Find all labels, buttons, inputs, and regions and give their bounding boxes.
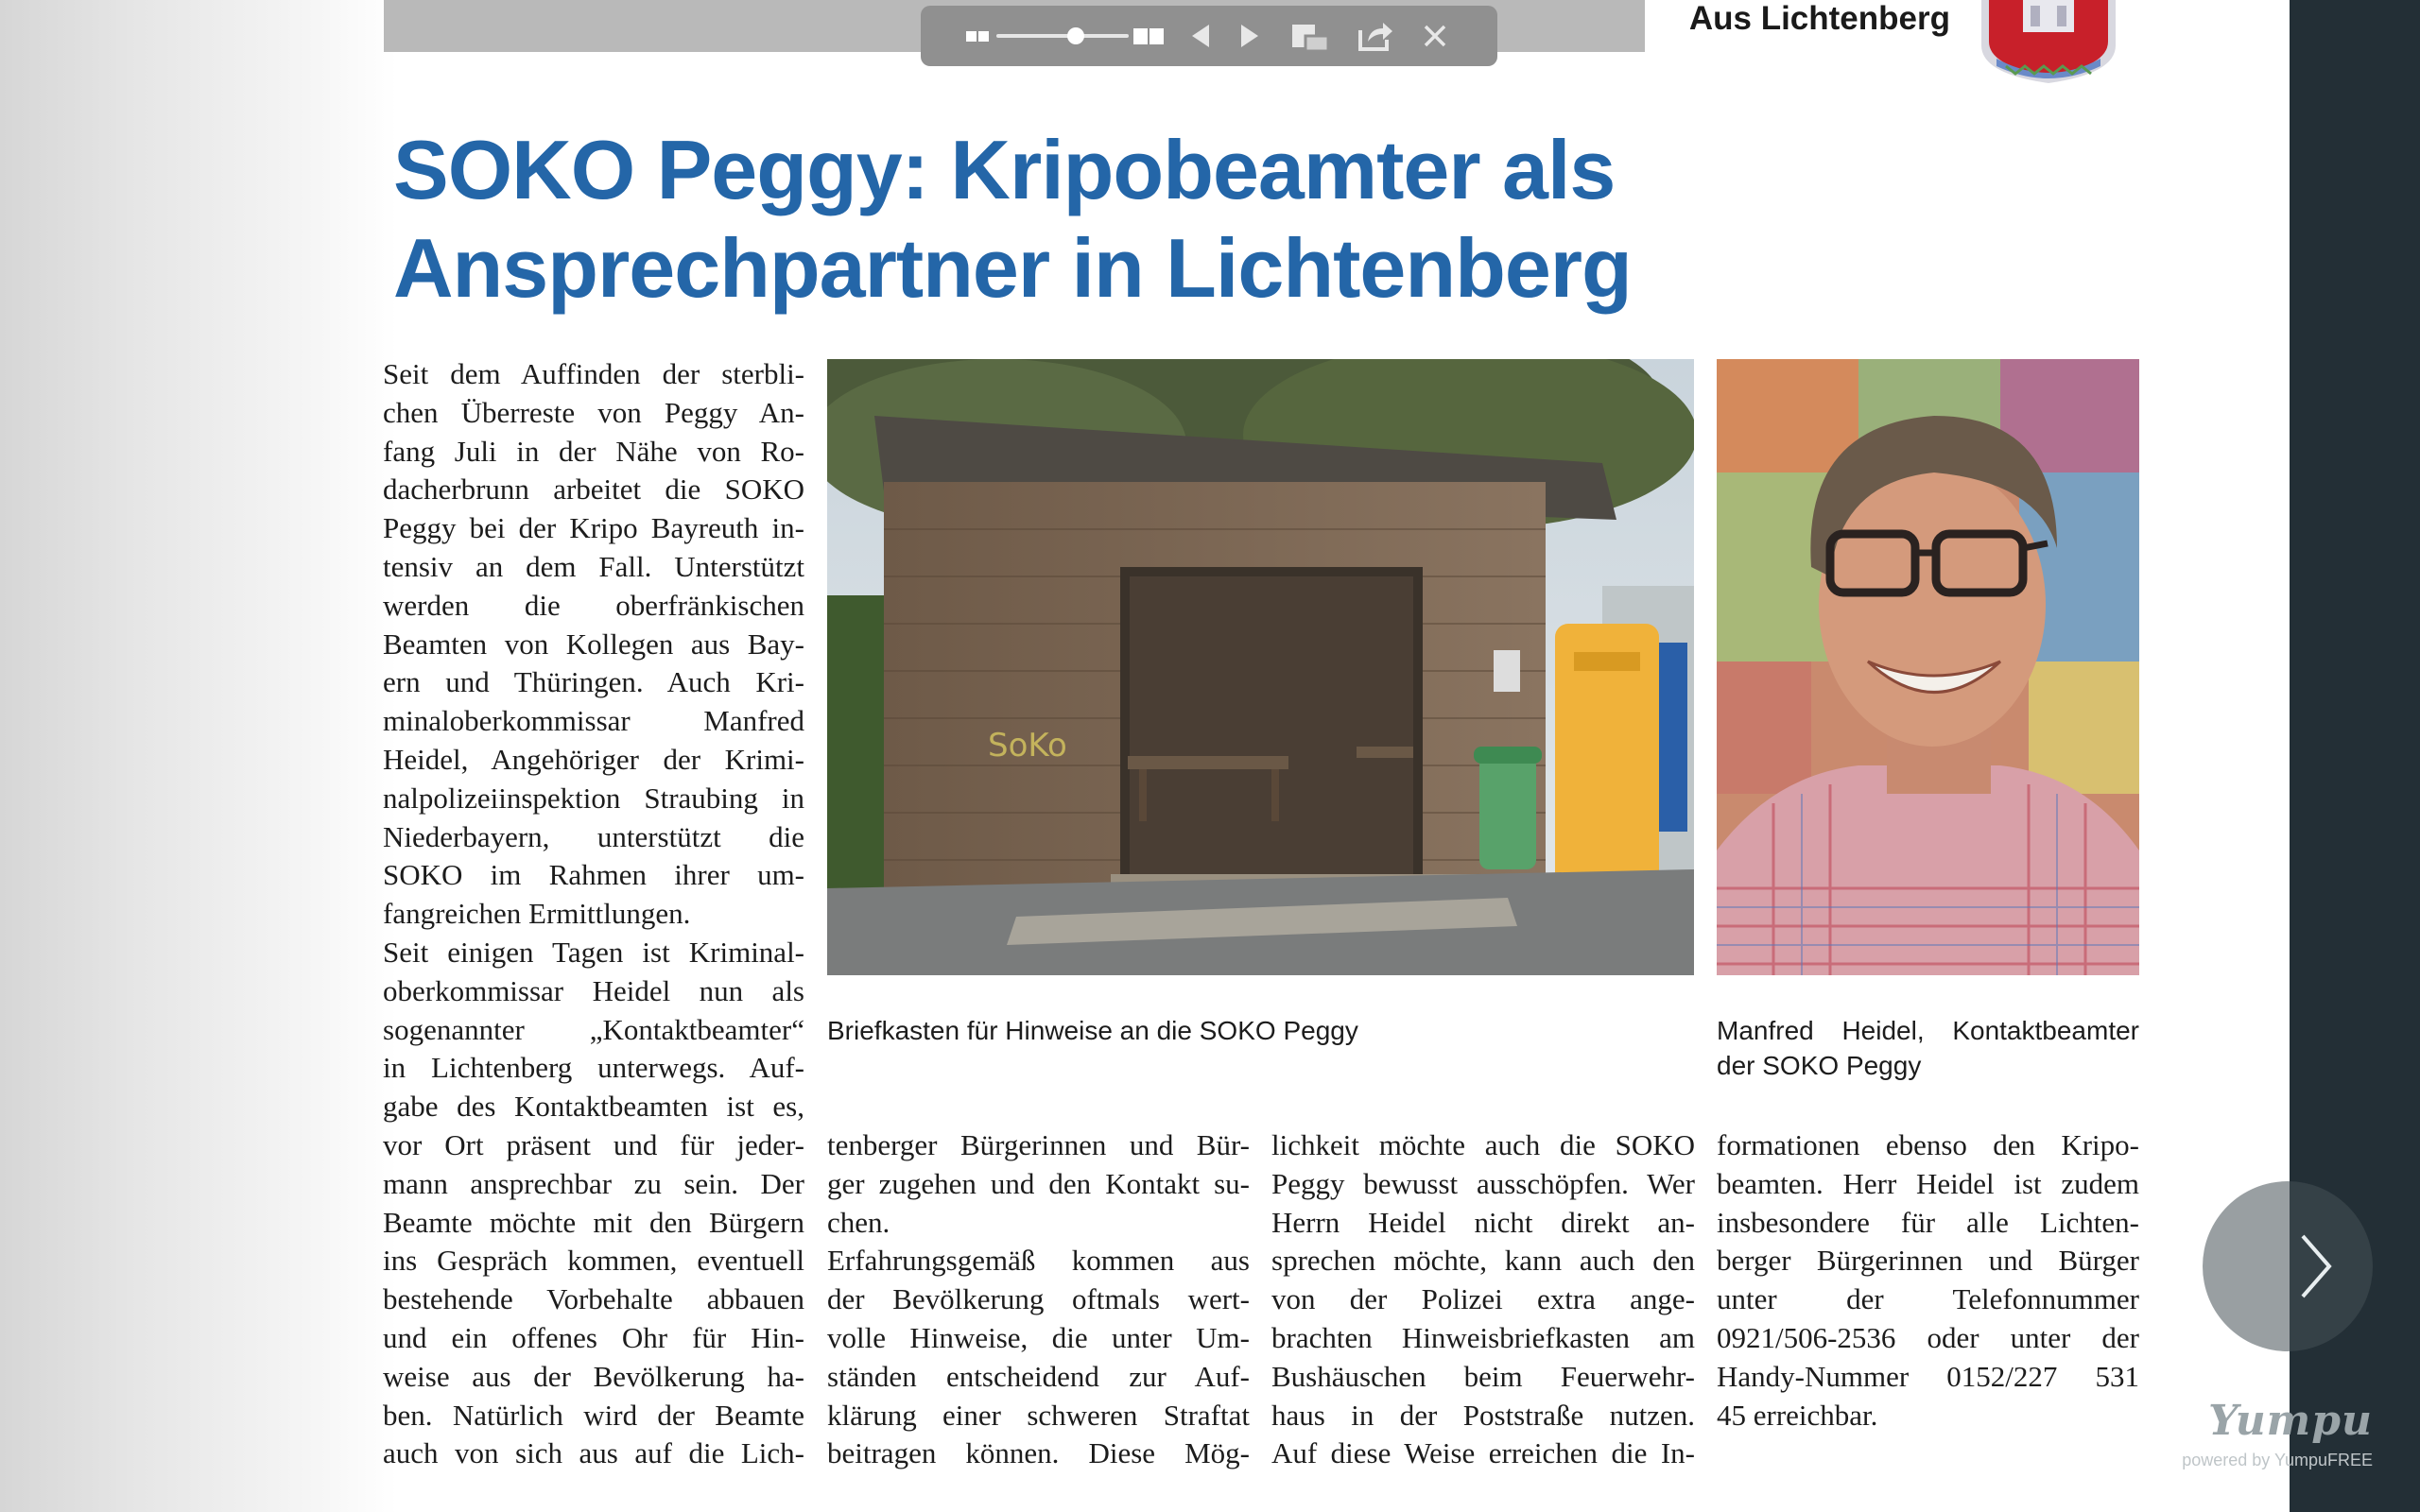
text-line: Peggy bei der Kripo Bayreuth in- <box>383 511 804 545</box>
page-view-icon[interactable] <box>1288 6 1335 66</box>
text-line: formationen ebenso den Kripo- <box>1717 1128 2139 1161</box>
text-line: ern und Thüringen. Auch Kri- <box>383 665 804 699</box>
svg-text:SoKo: SoKo <box>988 727 1067 765</box>
text-line: Heidel, Angehöriger der Krimi- <box>383 742 804 776</box>
text-line: unter der Telefonnummer <box>1717 1282 2139 1316</box>
text-line: fang Juli in der Nähe von Ro- <box>383 434 804 468</box>
text-line: sogenannter „Kontaktbeamter“ <box>383 1012 804 1046</box>
text-line: ben. Natürlich wird der Beamte <box>383 1398 804 1432</box>
text-line: Auf diese Weise erreichen die In- <box>1271 1436 1695 1470</box>
text-line: chen. <box>827 1205 890 1239</box>
text-line: in Lichtenberg unterwegs. Auf- <box>383 1051 804 1085</box>
text-line: haus in der Poststraße nutzen. <box>1271 1398 1695 1432</box>
text-line: klärung einer schweren Straftat <box>827 1398 1250 1432</box>
shelter-photo-caption: Briefkasten für Hinweise an die SOKO Peggy <box>827 1016 1358 1045</box>
zoom-slider-thumb[interactable] <box>1067 27 1084 44</box>
text-line: volle Hinweise, die unter Um- <box>827 1320 1250 1354</box>
portrait-photo <box>1717 359 2139 975</box>
zoom-out-icon[interactable] <box>964 6 993 66</box>
text-line: berger Bürgerinnen und Bürger <box>1717 1244 2139 1278</box>
page-margin-shade <box>0 0 397 1512</box>
text-line: tensiv an dem Fall. Unterstützt <box>383 549 804 583</box>
portrait-photo-caption <box>1717 1013 2139 1083</box>
text-line: brachten Hinweisbriefkasten am <box>1271 1320 1695 1354</box>
text-line: 0921/506-2536 oder unter der <box>1717 1320 2139 1354</box>
text-line: SOKO im Rahmen ihrer um- <box>383 858 804 892</box>
headline-line-2: Ansprechpartner in Lichtenberg <box>393 221 1632 315</box>
text-line: auch von sich aus auf die Lich- <box>383 1436 804 1470</box>
text-line: Erfahrungsgemäß kommen aus <box>827 1244 1250 1278</box>
text-line: ger zugehen und den Kontakt su- <box>827 1166 1250 1200</box>
powered-by-text: powered by YumpuFREE <box>2182 1451 2373 1469</box>
text-line: Beamten von Kollegen aus Bay- <box>383 627 804 661</box>
chevron-right-icon <box>2297 1232 2335 1300</box>
text-line: Herrn Heidel nicht direkt an- <box>1271 1205 1695 1239</box>
article-column-3 <box>1271 1126 1695 1473</box>
text-line: 45 erreichbar. <box>1717 1398 1878 1432</box>
zoom-in-icon[interactable] <box>1131 6 1168 66</box>
text-line: tenberger Bürgerinnen und Bür- <box>827 1128 1250 1161</box>
text-line: mann ansprechbar zu sein. Der <box>383 1166 804 1200</box>
zoom-slider-track[interactable] <box>996 34 1129 38</box>
text-line: fangreichen Ermittlungen. <box>383 897 691 931</box>
bus-shelter-photo <box>827 359 1694 975</box>
text-line: von der Polizei extra ange- <box>1271 1282 1695 1316</box>
viewer-toolbar <box>921 6 1497 66</box>
text-line: Peggy bewusst ausschöpfen. Wer <box>1271 1166 1695 1200</box>
text-line: Beamte möchte mit den Bürgern <box>383 1205 804 1239</box>
text-line: sprechen möchte, kann auch den <box>1271 1244 1695 1278</box>
text-line: insbesondere für alle Lichten- <box>1717 1205 2139 1239</box>
coat-of-arms-icon <box>1978 0 2119 85</box>
text-line: Niederbayern, unterstützt die <box>383 819 804 853</box>
text-line: minaloberkommissar Manfred <box>383 704 804 738</box>
next-page-button[interactable] <box>2203 1181 2373 1351</box>
text-line: gabe des Kontaktbeamten ist es, <box>383 1090 804 1124</box>
text-line: Seit dem Auffinden der sterbli- <box>383 357 804 390</box>
text-line: und ein offenes Ohr für Hin- <box>383 1320 804 1354</box>
headline-line-1: SOKO Peggy: Kripobeamter als <box>393 123 1616 216</box>
text-line: ständen entscheidend zur Auf- <box>827 1359 1250 1393</box>
portrait-caption-line-2: der SOKO Peggy <box>1717 1051 1922 1080</box>
article-headline <box>393 121 1717 318</box>
text-line: chen Überreste von Peggy An- <box>383 395 804 429</box>
text-line: bestehende Vorbehalte abbauen <box>383 1282 804 1316</box>
article-column-4 <box>1717 1126 2139 1435</box>
previous-page-icon[interactable] <box>1182 6 1219 66</box>
text-line: Handy-Nummer 0152/227 531 <box>1717 1359 2139 1393</box>
article-column-2 <box>827 1126 1250 1473</box>
section-title: Aus Lichtenberg <box>1688 0 1950 37</box>
text-line: Seit einigen Tagen ist Kriminal- <box>383 935 804 969</box>
text-line: ins Gespräch kommen, eventuell <box>383 1244 804 1278</box>
text-line: werden die oberfränkischen <box>383 588 804 622</box>
text-line: weise aus der Bevölkerung ha- <box>383 1359 804 1393</box>
text-line: vor Ort präsent und für jeder- <box>383 1127 804 1161</box>
article-column-1 <box>383 355 804 1473</box>
share-icon[interactable] <box>1352 6 1399 66</box>
text-line: beitragen können. Diese Mög- <box>827 1436 1250 1470</box>
text-line: lichkeit möchte auch die SOKO <box>1271 1128 1695 1161</box>
text-line: beamten. Herr Heidel ist zudem <box>1717 1166 2139 1200</box>
next-page-icon[interactable] <box>1231 6 1269 66</box>
close-icon[interactable] <box>1414 6 1456 66</box>
portrait-caption-line-1: Manfred Heidel, Kontaktbeamter <box>1717 1016 2139 1045</box>
text-line: Bushäuschen beim Feuerwehr- <box>1271 1359 1695 1393</box>
yumpu-logo[interactable]: Yumpu <box>2208 1397 2373 1445</box>
text-line: dacherbrunn arbeitet die SOKO <box>383 472 804 507</box>
text-line: oberkommissar Heidel nun als <box>383 973 804 1007</box>
text-line: der Bevölkerung oftmals wert- <box>827 1282 1250 1316</box>
text-line: nalpolizeiinspektion Straubing in <box>383 781 804 815</box>
